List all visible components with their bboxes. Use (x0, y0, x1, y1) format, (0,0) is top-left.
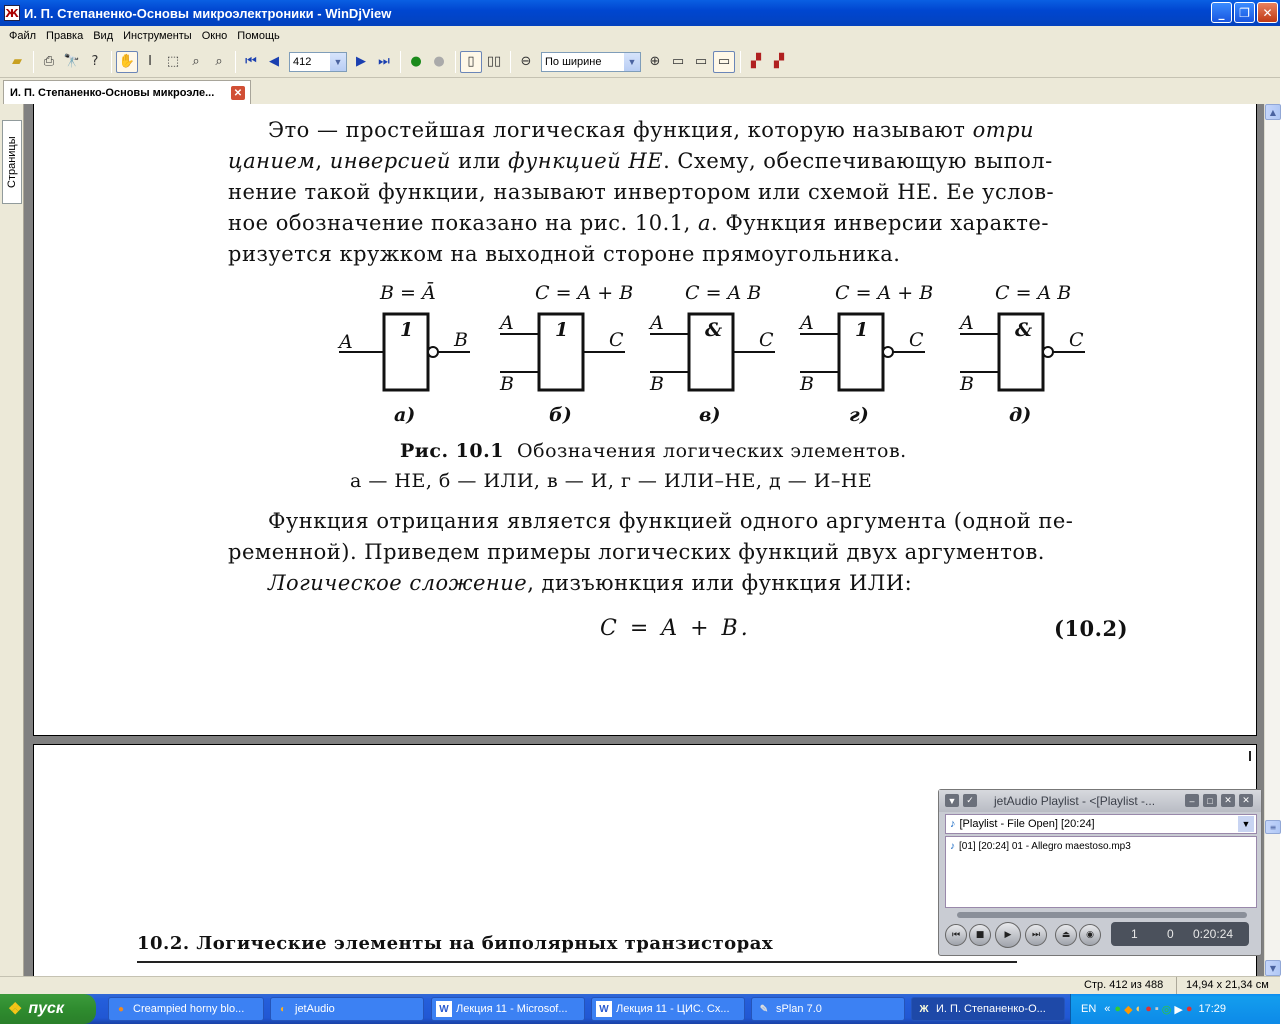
title-bar (0, 0, 1280, 26)
windjview-icon: Ж (919, 1003, 929, 1015)
language-indicator[interactable]: EN (1081, 1003, 1097, 1015)
menu-bar (0, 26, 1280, 46)
text-line: Логическое сложение, дизъюнкция или функция ИЛИ: (268, 571, 913, 595)
record-icon[interactable]: ◉ (1079, 924, 1101, 946)
word-icon: W (596, 1001, 612, 1017)
tray-app-icon[interactable]: ◐ (1135, 1003, 1143, 1015)
jetaudio-title: jetAudio Playlist - <[Playlist -... (994, 794, 1156, 808)
jetaudio-icon: ◐ (279, 1003, 287, 1015)
first-page-icon[interactable]: ⏮ (245, 54, 257, 69)
tray-app-icon[interactable]: ● (1145, 1003, 1152, 1015)
rect-select-icon[interactable]: ⬚ (166, 54, 180, 69)
gate-output-label: C (609, 329, 624, 351)
gate-input-label: B (800, 373, 814, 395)
document-page (33, 104, 1257, 736)
section-heading: 10.2. Логические элементы на биполярных транзисторах (137, 933, 774, 954)
document-tab[interactable] (3, 80, 251, 104)
gate-input-label: A (960, 312, 974, 334)
start-button[interactable] (0, 994, 96, 1024)
zoom-value: По ширине (545, 55, 602, 68)
text-line: Это — простейшая логическая функция, которую называют отри (268, 118, 1035, 142)
restore-icon[interactable]: □ (1203, 794, 1217, 807)
gate-expression: B = Ā (380, 282, 436, 304)
gate-symbol: & (1015, 319, 1033, 341)
minimize-icon[interactable]: – (1185, 794, 1199, 807)
maximize-button[interactable]: ❐ (1234, 2, 1255, 23)
gate-symbol: 1 (855, 319, 869, 341)
vertical-scrollbar[interactable] (1264, 104, 1280, 976)
tray-expand-icon[interactable]: « (1104, 1003, 1111, 1015)
page-mark (1249, 751, 1251, 761)
list-item-label: [01] [20:24] 01 - Allegro maestoso.mp3 (959, 841, 1131, 852)
page-icon[interactable]: ▭ (671, 54, 685, 69)
clock: 17:29 (1198, 1003, 1227, 1015)
counter-secondary: 0 (1167, 927, 1174, 941)
gate-label: б) (549, 404, 572, 426)
close-button[interactable]: ✕ (1257, 2, 1278, 23)
eject-icon[interactable]: ⏏ (1055, 924, 1077, 946)
counter-track: 1 (1131, 927, 1138, 941)
formula: C = A + B. (600, 616, 751, 641)
zoom-in-icon[interactable]: ⊕ (649, 54, 661, 69)
hand-tool-icon[interactable]: ✋ (116, 51, 138, 73)
facing-pages-icon[interactable]: ▯▯ (486, 54, 502, 69)
taskbar-item-jetaudio[interactable]: ◐ jetAudio (270, 997, 424, 1021)
text-line: ризуется кружком на выходной стороне прямоугольника. (228, 242, 901, 266)
playlist-list[interactable] (945, 836, 1257, 908)
elapsed-time: 0:20:24 (1193, 927, 1234, 941)
zoom-out-icon[interactable]: ⊖ (520, 54, 532, 69)
print-icon[interactable]: ⎙ (43, 54, 55, 69)
gate-output-label: C (1069, 329, 1084, 351)
gate-input-label: B (650, 373, 664, 395)
playlist-file-icon: ♪ (950, 818, 956, 830)
gate-symbol: & (705, 319, 723, 341)
time-display (1111, 922, 1249, 946)
help-icon[interactable]: ? (91, 54, 99, 69)
gate-label: в) (699, 404, 721, 426)
pages-sidebar-tab[interactable]: Страницы (2, 120, 22, 204)
tray-app-icon[interactable]: ● (1185, 1003, 1193, 1015)
gate-output-label: C (909, 329, 924, 351)
zoom-combo[interactable] (541, 52, 641, 72)
menu-tools[interactable]: Инструменты (123, 30, 192, 42)
gate-symbol: 1 (400, 319, 414, 341)
tray-app-icon[interactable]: ◎ (1161, 1003, 1172, 1016)
gate-input-label: A (800, 312, 814, 334)
text-line: ное обозначение показано на рис. 10.1, а. Функция инверсии характе- (228, 211, 1049, 235)
taskbar-item-windjview[interactable]: Ж И. П. Степаненко-О... (911, 997, 1065, 1021)
layout-mode-icon[interactable]: ▞ (774, 54, 784, 69)
gate-label: д) (1009, 404, 1032, 426)
jetaudio-playlist-window[interactable] (938, 789, 1262, 956)
figure-caption: Рис. 10.1 Обозначения логических элементов. (400, 440, 907, 462)
chevron-down-icon[interactable]: ▼ (624, 53, 640, 71)
figure-caption-legend: а — НЕ, б — ИЛИ, в — И, г — ИЛИ–НЕ, д — И–НЕ (350, 470, 873, 492)
taskbar-item-word-1[interactable]: W Лекция 11 - Microsof... (431, 997, 585, 1021)
menu-file[interactable]: Файл (9, 30, 37, 42)
player-controls (943, 912, 1259, 952)
taskbar-item-firefox[interactable]: ● Creampied horny blo... (108, 997, 264, 1021)
taskbar (0, 994, 1280, 1024)
gate-output-label: B (454, 329, 468, 351)
page-number-combo[interactable] (289, 52, 347, 72)
taskbar-item-word-2[interactable]: W Лекция 11 - ЦИС. Сх... (591, 997, 745, 1021)
play-icon[interactable]: ▶ (995, 922, 1021, 948)
system-tray (1070, 994, 1280, 1024)
document-tab-label: И. П. Степаненко-Основы микроэле... (10, 86, 215, 99)
firefox-icon: ● (117, 1003, 125, 1015)
text-line: нение такой функции, называют инвертором или схемой НЕ. Ее услов- (228, 180, 1055, 204)
jetaudio-titlebar[interactable] (939, 790, 1261, 812)
gate-label: г) (849, 404, 869, 426)
status-bar (0, 976, 1280, 994)
back-icon[interactable]: ● (410, 54, 422, 69)
stop-icon[interactable]: ■ (969, 924, 991, 946)
inversion-bubble (883, 347, 893, 357)
menu-edit[interactable]: Правка (46, 30, 84, 42)
sidebar-strip (0, 104, 24, 994)
start-label: пуск (28, 1000, 65, 1017)
page-width-icon[interactable]: ▭ (694, 54, 708, 69)
taskbar-item-splan[interactable]: ✎ sPlan 7.0 (751, 997, 905, 1021)
gate-input-label: A (500, 312, 514, 334)
next-track-icon[interactable]: ⏭ (1025, 924, 1047, 946)
list-item[interactable] (950, 841, 1252, 852)
prev-track-icon[interactable]: ⏮ (945, 924, 967, 946)
page-status: Стр. 412 из 488 (1084, 979, 1164, 991)
scroll-up-icon[interactable]: ▲ (1265, 104, 1281, 120)
prev-page-icon[interactable]: ◀ (269, 54, 279, 69)
tray-app-icon[interactable]: ◆ (1124, 1003, 1133, 1016)
text-select-icon[interactable]: I (148, 54, 152, 69)
gate-symbol: 1 (555, 319, 569, 341)
gate-input-label: A (339, 331, 353, 353)
scroll-down-icon[interactable]: ▼ (1265, 960, 1281, 976)
tray-app-icon[interactable]: ▶ (1174, 1003, 1183, 1016)
text-line: ременной). Приведем примеры логических функций двух аргументов. (228, 540, 1045, 564)
text-line: Функция отрицания является функцией одного аргумента (одной пе- (268, 509, 1074, 533)
playlist-select-value: [Playlist - File Open] [20:24] (959, 818, 1095, 830)
single-page-icon[interactable]: ▯ (460, 51, 482, 73)
close-icon[interactable]: ✕ (1239, 794, 1253, 807)
menu-view[interactable]: Вид (93, 30, 114, 42)
playlist-select[interactable] (945, 814, 1257, 834)
check-icon[interactable]: ✓ (963, 794, 977, 807)
page-size-status: 14,94 x 21,34 см (1186, 979, 1269, 991)
close-tab-icon[interactable]: ✕ (231, 86, 245, 100)
seek-bar[interactable] (957, 912, 1247, 918)
logic-gates-figure (294, 279, 1084, 429)
windows-logo-icon: ❖ (8, 1001, 23, 1018)
gate-label: а) (394, 404, 416, 426)
next-page-icon[interactable]: ▶ (356, 54, 366, 69)
chevron-down-icon[interactable]: ▼ (330, 53, 346, 71)
close-icon[interactable]: ✕ (1221, 794, 1235, 807)
last-page-icon[interactable]: ⏭ (378, 54, 390, 69)
minimize-button[interactable]: _ (1211, 2, 1232, 23)
document-tab-bar (0, 78, 1280, 104)
open-folder-icon[interactable]: ▰ (12, 54, 22, 69)
gate-expression: C = A + B (535, 282, 634, 304)
gate-expression: C = A B (685, 282, 762, 304)
windjview-app-icon[interactable]: Ж (5, 6, 19, 20)
scroll-thumb[interactable]: ≡ (1265, 820, 1281, 834)
display-mode-icon[interactable]: ▞ (751, 54, 761, 69)
word-icon: W (436, 1001, 452, 1017)
window-title: И. П. Степаненко-Основы микроэлектроники - WinDjView (24, 5, 392, 21)
find-icon[interactable]: 🔭 (63, 54, 81, 69)
inversion-bubble (428, 347, 438, 357)
toolbar (0, 46, 1280, 78)
tray-app-icon[interactable]: ● (1114, 1003, 1122, 1015)
menu-help[interactable]: Помощь (237, 30, 280, 42)
splan-icon: ✎ (759, 1003, 769, 1015)
gate-input-label: B (960, 373, 974, 395)
fit-page-icon[interactable]: ▭ (713, 51, 735, 73)
zoom-rect-icon[interactable]: ⌕ (215, 54, 223, 69)
divider (137, 961, 1017, 963)
tray-app-icon[interactable]: ▪ (1154, 1003, 1159, 1015)
gate-expression: C = A + B (835, 282, 934, 304)
forward-icon[interactable]: ● (433, 54, 445, 69)
inversion-bubble (1043, 347, 1053, 357)
formula-number: (10.2) (1054, 616, 1129, 641)
gate-input-label: B (500, 373, 514, 395)
page-number-value: 412 (293, 55, 312, 68)
gate-output-label: C (759, 329, 774, 351)
menu-window[interactable]: Окно (201, 30, 228, 42)
music-file-icon: ♪ (950, 841, 955, 852)
gate-input-label: A (650, 312, 664, 334)
zoom-icon[interactable]: ⌕ (192, 54, 200, 69)
text-line: цанием, инверсией или функцией НЕ. Схему, обеспечивающую выпол- (228, 149, 1053, 173)
gate-expression: C = A B (995, 282, 1072, 304)
menu-icon[interactable]: ▼ (945, 794, 959, 807)
chevron-down-icon[interactable]: ▼ (1238, 816, 1254, 832)
